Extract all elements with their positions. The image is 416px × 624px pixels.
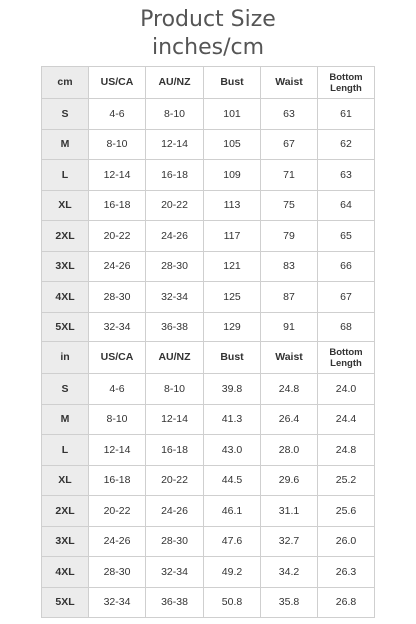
- title-line-product-size: Product Size: [140, 7, 276, 32]
- au-nz-cell: 28-30: [146, 251, 204, 282]
- header-unit: in: [42, 342, 89, 374]
- waist-cell: 31.1: [261, 496, 318, 527]
- page-title: [0, 6, 416, 62]
- bust-cell: 39.8: [204, 374, 261, 405]
- bottom-length-cell: 61: [318, 99, 375, 130]
- header-bottom-length: Bottom Length: [318, 342, 375, 374]
- waist-cell: 75: [261, 190, 318, 221]
- us-ca-cell: 28-30: [89, 282, 146, 313]
- bottom-length-cell: 62: [318, 129, 375, 160]
- header-bust: Bust: [204, 342, 261, 374]
- table-row: [42, 465, 375, 496]
- bust-cell: 47.6: [204, 526, 261, 557]
- bust-cell: 109: [204, 160, 261, 191]
- table-row: [42, 160, 375, 191]
- us-ca-cell: 12-14: [89, 435, 146, 466]
- table-row: [42, 251, 375, 282]
- waist-cell: 29.6: [261, 465, 318, 496]
- us-ca-cell: 8-10: [89, 129, 146, 160]
- waist-cell: 26.4: [261, 404, 318, 435]
- bust-cell: 49.2: [204, 557, 261, 588]
- table-row: [42, 99, 375, 130]
- size-cell: 4XL: [42, 557, 89, 588]
- au-nz-cell: 28-30: [146, 526, 204, 557]
- bust-cell: 117: [204, 221, 261, 252]
- us-ca-cell: 4-6: [89, 374, 146, 405]
- bottom-length-cell: 67: [318, 282, 375, 313]
- bust-cell: 101: [204, 99, 261, 130]
- size-cell: S: [42, 374, 89, 405]
- au-nz-cell: 20-22: [146, 190, 204, 221]
- size-cell: S: [42, 99, 89, 130]
- au-nz-cell: 20-22: [146, 465, 204, 496]
- bottom-length-cell: 24.4: [318, 404, 375, 435]
- size-cell: 3XL: [42, 526, 89, 557]
- size-cell: 5XL: [42, 312, 89, 343]
- bust-cell: 129: [204, 312, 261, 343]
- bottom-length-cell: 65: [318, 221, 375, 252]
- size-cell: 3XL: [42, 251, 89, 282]
- waist-cell: 79: [261, 221, 318, 252]
- size-cell: 2XL: [42, 496, 89, 527]
- us-ca-cell: 16-18: [89, 190, 146, 221]
- table-row: [42, 312, 375, 343]
- us-ca-cell: 12-14: [89, 160, 146, 191]
- bust-cell: 105: [204, 129, 261, 160]
- bottom-length-cell: 26.0: [318, 526, 375, 557]
- table-row: [42, 129, 375, 160]
- header-waist: Waist: [261, 67, 318, 99]
- table-row: [42, 435, 375, 466]
- au-nz-cell: 32-34: [146, 282, 204, 313]
- bust-cell: 41.3: [204, 404, 261, 435]
- au-nz-cell: 8-10: [146, 99, 204, 130]
- size-cell: L: [42, 160, 89, 191]
- bottom-length-cell: 25.2: [318, 465, 375, 496]
- waist-cell: 35.8: [261, 587, 318, 618]
- au-nz-cell: 24-26: [146, 221, 204, 252]
- table-row: [42, 374, 375, 405]
- us-ca-cell: 24-26: [89, 526, 146, 557]
- table-header-row: [42, 67, 375, 99]
- size-cell: L: [42, 435, 89, 466]
- size-cell: 4XL: [42, 282, 89, 313]
- size-cell: M: [42, 404, 89, 435]
- bottom-length-cell: 25.6: [318, 496, 375, 527]
- size-table-cm: [41, 66, 375, 343]
- waist-cell: 71: [261, 160, 318, 191]
- header-bust: Bust: [204, 67, 261, 99]
- table-row: [42, 496, 375, 527]
- au-nz-cell: 32-34: [146, 557, 204, 588]
- bottom-length-cell: 24.8: [318, 435, 375, 466]
- au-nz-cell: 36-38: [146, 312, 204, 343]
- table-row: [42, 221, 375, 252]
- header-waist: Waist: [261, 342, 318, 374]
- us-ca-cell: 24-26: [89, 251, 146, 282]
- bottom-length-cell: 64: [318, 190, 375, 221]
- us-ca-cell: 28-30: [89, 557, 146, 588]
- table-row: [42, 282, 375, 313]
- waist-cell: 87: [261, 282, 318, 313]
- us-ca-cell: 16-18: [89, 465, 146, 496]
- waist-cell: 67: [261, 129, 318, 160]
- bust-cell: 113: [204, 190, 261, 221]
- bust-cell: 121: [204, 251, 261, 282]
- us-ca-cell: 8-10: [89, 404, 146, 435]
- bust-cell: 46.1: [204, 496, 261, 527]
- bust-cell: 125: [204, 282, 261, 313]
- waist-cell: 91: [261, 312, 318, 343]
- au-nz-cell: 8-10: [146, 374, 204, 405]
- table-row: [42, 526, 375, 557]
- table-body: [42, 374, 375, 618]
- au-nz-cell: 16-18: [146, 435, 204, 466]
- au-nz-cell: 12-14: [146, 404, 204, 435]
- header-bottom-length: Bottom Length: [318, 67, 375, 99]
- header-au-nz: AU/NZ: [146, 342, 204, 374]
- bust-cell: 44.5: [204, 465, 261, 496]
- header-au-nz: AU/NZ: [146, 67, 204, 99]
- waist-cell: 28.0: [261, 435, 318, 466]
- us-ca-cell: 20-22: [89, 221, 146, 252]
- au-nz-cell: 16-18: [146, 160, 204, 191]
- size-cell: XL: [42, 190, 89, 221]
- au-nz-cell: 36-38: [146, 587, 204, 618]
- size-cell: XL: [42, 465, 89, 496]
- size-cell: 2XL: [42, 221, 89, 252]
- waist-cell: 32.7: [261, 526, 318, 557]
- size-cell: 5XL: [42, 587, 89, 618]
- table-row: [42, 587, 375, 618]
- bust-cell: 50.8: [204, 587, 261, 618]
- header-unit: cm: [42, 67, 89, 99]
- waist-cell: 34.2: [261, 557, 318, 588]
- au-nz-cell: 24-26: [146, 496, 204, 527]
- table-row: [42, 557, 375, 588]
- us-ca-cell: 32-34: [89, 312, 146, 343]
- bust-cell: 43.0: [204, 435, 261, 466]
- bottom-length-cell: 26.3: [318, 557, 375, 588]
- bottom-length-cell: 63: [318, 160, 375, 191]
- bottom-length-cell: 26.8: [318, 587, 375, 618]
- bottom-length-cell: 66: [318, 251, 375, 282]
- waist-cell: 83: [261, 251, 318, 282]
- us-ca-cell: 20-22: [89, 496, 146, 527]
- us-ca-cell: 32-34: [89, 587, 146, 618]
- waist-cell: 24.8: [261, 374, 318, 405]
- au-nz-cell: 12-14: [146, 129, 204, 160]
- table-row: [42, 190, 375, 221]
- title-line-units: inches/cm: [151, 35, 265, 60]
- header-us-ca: US/CA: [89, 67, 146, 99]
- us-ca-cell: 4-6: [89, 99, 146, 130]
- size-table-inches: [41, 341, 375, 618]
- size-cell: M: [42, 129, 89, 160]
- header-us-ca: US/CA: [89, 342, 146, 374]
- waist-cell: 63: [261, 99, 318, 130]
- bottom-length-cell: 24.0: [318, 374, 375, 405]
- table-body: [42, 99, 375, 343]
- table-row: [42, 404, 375, 435]
- table-header-row: [42, 342, 375, 374]
- bottom-length-cell: 68: [318, 312, 375, 343]
